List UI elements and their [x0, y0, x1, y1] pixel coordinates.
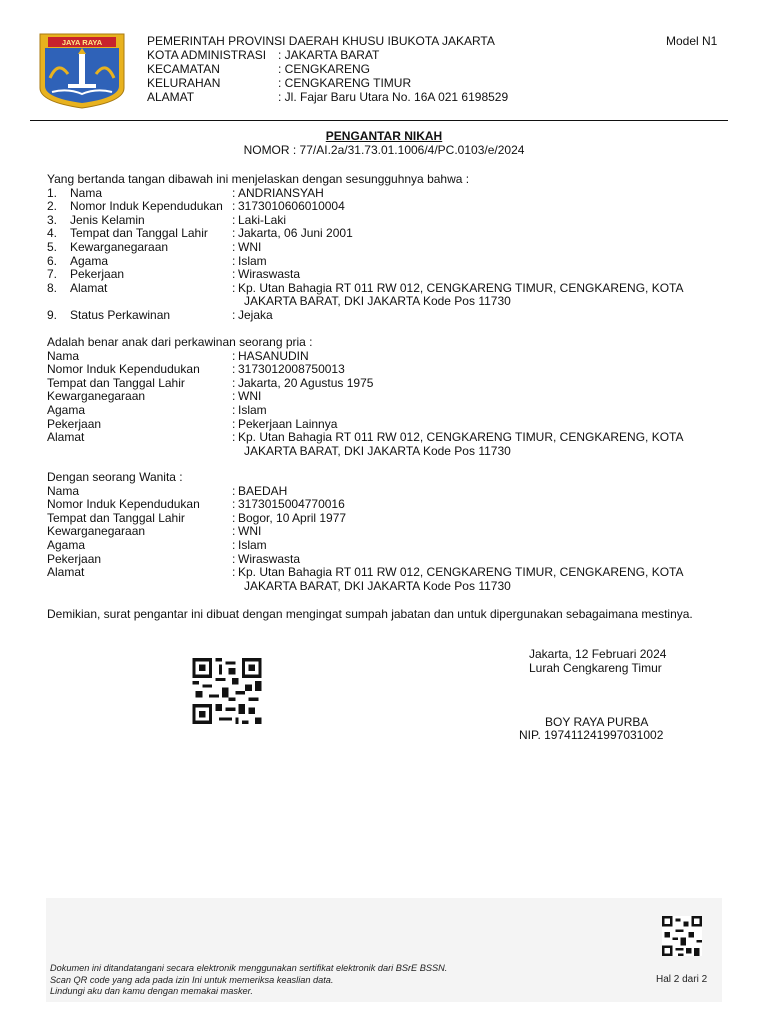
- field-label: Nama: [47, 483, 80, 498]
- letterhead-row: [147, 48, 508, 62]
- field-value: WNI: [238, 524, 262, 539]
- field-value: Jakarta, 20 Agustus 1975: [238, 375, 374, 390]
- colon: :: [232, 362, 236, 377]
- letterhead-row: [147, 62, 508, 76]
- mother-row: [47, 512, 737, 526]
- footer-line: Scan QR code yang ada pada izin Ini untuk memeriksa keaslian data.: [50, 974, 334, 985]
- field-value: 3173010606010004: [238, 199, 345, 214]
- father-row: [47, 431, 737, 458]
- field-label: Jenis Kelamin: [70, 212, 145, 227]
- row-number: 3.: [47, 212, 58, 227]
- letterhead-label: KOTA ADMINISTRASI: [147, 48, 267, 62]
- field-value: Wiraswasta: [238, 551, 301, 566]
- row-number: 2.: [47, 199, 58, 214]
- field-value: Pekerjaan Lainnya: [238, 416, 338, 431]
- letterhead-value: : CENGKARENG TIMUR: [278, 76, 412, 90]
- father-row: [47, 350, 737, 364]
- colon: :: [232, 565, 236, 580]
- mother-row: [47, 553, 737, 567]
- closing-statement: Demikian, surat pengantar ini dibuat dengan mengingat sumpah jabatan dan untuk dipergunakan sebagaimana mestinya.: [47, 607, 693, 621]
- mother-row: [47, 525, 737, 539]
- field-value: 3173015004770016: [238, 497, 345, 512]
- letterhead-row: [147, 76, 508, 90]
- footer-notice: [50, 963, 447, 998]
- svg-text:JAYA RAYA: JAYA RAYA: [61, 38, 103, 47]
- father-row: [47, 418, 737, 432]
- government-title: PEMERINTAH PROVINSI DAERAH KHUSU IBUKOTA JAKARTA: [147, 34, 495, 48]
- page-number: Hal 2 dari 2: [656, 974, 708, 985]
- header-divider: [30, 120, 728, 121]
- field-value: Bogor, 10 April 1977: [238, 510, 347, 525]
- document-number: NOMOR : 77/AI.2a/31.73.01.1006/4/PC.0103/e/2024: [243, 143, 525, 157]
- colon: :: [232, 280, 236, 295]
- colon: :: [232, 185, 236, 200]
- field-label: Nama: [47, 348, 80, 363]
- footer-qr-code-icon: [662, 915, 702, 957]
- letterhead-label: ALAMAT: [147, 90, 195, 104]
- colon: :: [232, 375, 236, 390]
- field-value: Jakarta, 06 Juni 2001: [238, 226, 353, 241]
- field-value: HASANUDIN: [238, 348, 309, 363]
- field-label: Pekerjaan: [47, 416, 102, 431]
- row-number: 7.: [47, 267, 58, 282]
- colon: :: [232, 483, 236, 498]
- field-label: Kewarganegaraan: [47, 524, 146, 539]
- father-row: [47, 377, 737, 391]
- colon: :: [232, 199, 236, 214]
- colon: :: [232, 416, 236, 431]
- letterhead-value: : Jl. Fajar Baru Utara No. 16A 021 6198529: [278, 90, 509, 104]
- field-label: Tempat dan Tanggal Lahir: [47, 375, 185, 390]
- subject-row: [47, 187, 737, 201]
- field-value: [238, 282, 737, 309]
- colon: :: [232, 239, 236, 254]
- row-number: 8.: [47, 280, 58, 295]
- colon: :: [232, 212, 236, 227]
- qr-code-icon: [192, 658, 262, 724]
- colon: :: [232, 307, 236, 322]
- field-label: Pekerjaan: [70, 267, 125, 282]
- field-label: Alamat: [47, 430, 85, 445]
- colon: :: [232, 267, 236, 282]
- father-intro-text: Adalah benar anak dari perkawinan seorang pria :: [47, 335, 313, 349]
- father-row: [47, 404, 737, 418]
- letterhead-value: : JAKARTA BARAT: [278, 48, 380, 62]
- mother-row: [47, 539, 737, 553]
- colon: :: [232, 389, 236, 404]
- signatory-name: BOY RAYA PURBA: [545, 715, 649, 729]
- colon: :: [232, 402, 236, 417]
- subject-row: [47, 241, 737, 255]
- letterhead-label: KECAMATAN: [147, 62, 220, 76]
- row-number: 4.: [47, 226, 58, 241]
- jakarta-emblem-logo: [38, 32, 126, 110]
- colon: :: [232, 430, 236, 445]
- field-value: ANDRIANSYAH: [238, 185, 324, 200]
- address-line-2: JAKARTA BARAT, DKI JAKARTA Kode Pos 11730: [244, 578, 511, 593]
- field-value: Wiraswasta: [238, 267, 301, 282]
- letterhead-label: KELURAHAN: [147, 76, 221, 90]
- field-value: WNI: [238, 389, 262, 404]
- field-label: Nomor Induk Kependudukan: [47, 362, 200, 377]
- address-line-1: Kp. Utan Bahagia RT 011 RW 012, CENGKARENG TIMUR, CENGKARENG, KOTA: [238, 565, 684, 580]
- mother-row: [47, 485, 737, 499]
- row-number: 1.: [47, 185, 58, 200]
- colon: :: [232, 537, 236, 552]
- field-label: Kewarganegaraan: [70, 239, 169, 254]
- field-label: Status Perkawinan: [70, 307, 171, 322]
- address-line-2: JAKARTA BARAT, DKI JAKARTA Kode Pos 11730: [244, 294, 511, 309]
- address-line-2: JAKARTA BARAT, DKI JAKARTA Kode Pos 11730: [244, 443, 511, 458]
- subject-row: [47, 309, 737, 323]
- subject-row: [47, 214, 737, 228]
- colon: :: [232, 348, 236, 363]
- field-value: Islam: [238, 402, 267, 417]
- subject-row: [47, 255, 737, 269]
- mother-row: [47, 498, 737, 512]
- colon: :: [232, 497, 236, 512]
- field-label: Tempat dan Tanggal Lahir: [70, 226, 208, 241]
- model-code: Model N1: [666, 34, 718, 48]
- address-line-1: Kp. Utan Bahagia RT 011 RW 012, CENGKARENG TIMUR, CENGKARENG, KOTA: [238, 430, 684, 445]
- field-label: Nomor Induk Kependudukan: [47, 497, 200, 512]
- field-value: [238, 566, 737, 593]
- field-label: Agama: [47, 537, 86, 552]
- subject-row: [47, 200, 737, 214]
- footer-line: Dokumen ini ditandatangani secara elektronik menggunakan sertifikat elektronik dari BSrE BSSN.: [50, 963, 448, 973]
- field-label: Nama: [70, 185, 103, 200]
- field-value: Islam: [238, 253, 267, 268]
- field-value: 3173012008750013: [238, 362, 345, 377]
- colon: :: [232, 551, 236, 566]
- row-number: 9.: [47, 307, 58, 322]
- mother-intro-text: Dengan seorang Wanita :: [47, 470, 183, 484]
- subject-row: [47, 227, 737, 241]
- colon: :: [232, 510, 236, 525]
- subject-row: [47, 282, 737, 309]
- field-label: Alamat: [70, 280, 108, 295]
- subject-row: [47, 268, 737, 282]
- signature-position: Lurah Cengkareng Timur: [529, 661, 662, 675]
- field-value: BAEDAH: [238, 483, 288, 498]
- signatory-nip: NIP. 197411241997031002: [519, 728, 664, 742]
- document-title: PENGANTAR NIKAH: [325, 129, 443, 143]
- field-value: Laki-Laki: [238, 212, 287, 227]
- field-value: WNI: [238, 239, 262, 254]
- signature-place-date: Jakarta, 12 Februari 2024: [529, 647, 667, 661]
- field-value: [238, 431, 737, 458]
- colon: :: [232, 524, 236, 539]
- letterhead-row: [147, 90, 508, 104]
- field-label: Pekerjaan: [47, 551, 102, 566]
- address-line-1: Kp. Utan Bahagia RT 011 RW 012, CENGKARENG TIMUR, CENGKARENG, KOTA: [238, 280, 684, 295]
- subject-section: [47, 173, 737, 323]
- field-label: Agama: [47, 402, 86, 417]
- letterhead: [147, 34, 508, 104]
- field-label: Kewarganegaraan: [47, 389, 146, 404]
- row-number: 6.: [47, 253, 58, 268]
- colon: :: [232, 253, 236, 268]
- mother-row: [47, 566, 737, 593]
- mother-section: [47, 471, 737, 593]
- field-value: Islam: [238, 537, 267, 552]
- father-section: [47, 336, 737, 458]
- father-row: [47, 390, 737, 404]
- father-row: [47, 363, 737, 377]
- letterhead-value: : CENGKARENG: [278, 62, 371, 76]
- colon: :: [232, 226, 236, 241]
- field-label: Alamat: [47, 565, 85, 580]
- field-label: Nomor Induk Kependudukan: [70, 199, 223, 214]
- intro-text: Yang bertanda tangan dibawah ini menjelaskan dengan sesungguhnya bahwa :: [47, 172, 470, 186]
- field-value: Jejaka: [238, 307, 273, 322]
- row-number: 5.: [47, 239, 58, 254]
- field-label: Agama: [70, 253, 109, 268]
- field-label: Tempat dan Tanggal Lahir: [47, 510, 185, 525]
- footer-line: Lindungi aku dan kamu dengan memakai masker.: [50, 986, 253, 996]
